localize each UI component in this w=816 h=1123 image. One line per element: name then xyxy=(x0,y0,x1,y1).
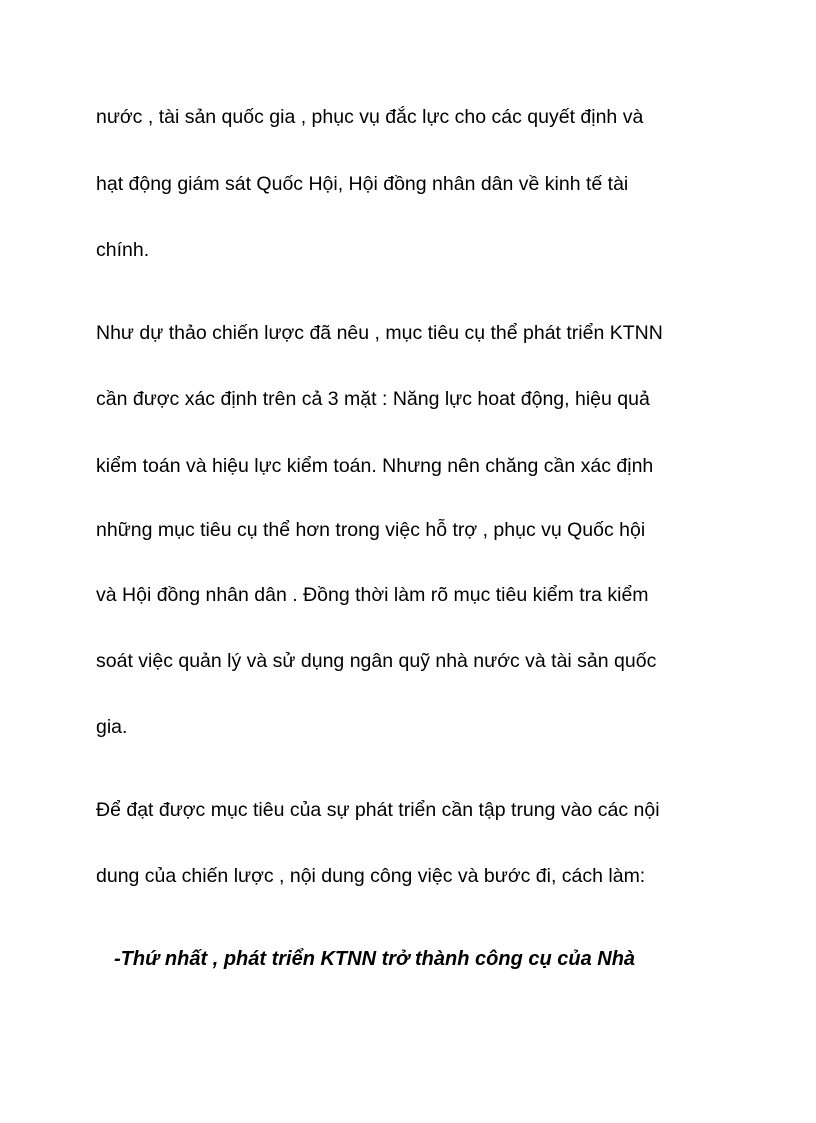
text-line: hạt động giám sát Quốc Hội, Hội đồng nhân dân về kinh tế tài xyxy=(96,173,629,195)
text-line: kiểm toán và hiệu lực kiểm toán. Nhưng nên chăng cần xác định xyxy=(96,455,654,477)
text-line: soát việc quản lý và sử dụng ngân quỹ nhà nước và tài sản quốc xyxy=(96,650,657,672)
text-line: nước , tài sản quốc gia , phục vụ đắc lực cho các quyết định và xyxy=(96,106,644,128)
text-line: và Hội đồng nhân dân . Đồng thời làm rõ mục tiêu kiểm tra kiểm xyxy=(96,584,649,606)
text-line: gia. xyxy=(96,716,128,738)
text-line: những mục tiêu cụ thể hơn trong việc hỗ trợ , phục vụ Quốc hội xyxy=(96,519,646,541)
text-line: Như dự thảo chiến lược đã nêu , mục tiêu cụ thể phát triển KTNN xyxy=(96,322,663,344)
text-line: dung của chiến lược , nội dung công việc và bước đi, cách làm: xyxy=(96,865,646,887)
text-line: Để đạt được mục tiêu của sự phát triển cần tập trung vào các nội xyxy=(96,799,660,821)
section-heading: -Thứ nhất , phát triển KTNN trở thành công cụ của Nhà xyxy=(114,948,636,970)
text-line: cần được xác định trên cả 3 mặt : Năng lực hoat động, hiệu quả xyxy=(96,388,650,410)
text-line: chính. xyxy=(96,239,150,261)
